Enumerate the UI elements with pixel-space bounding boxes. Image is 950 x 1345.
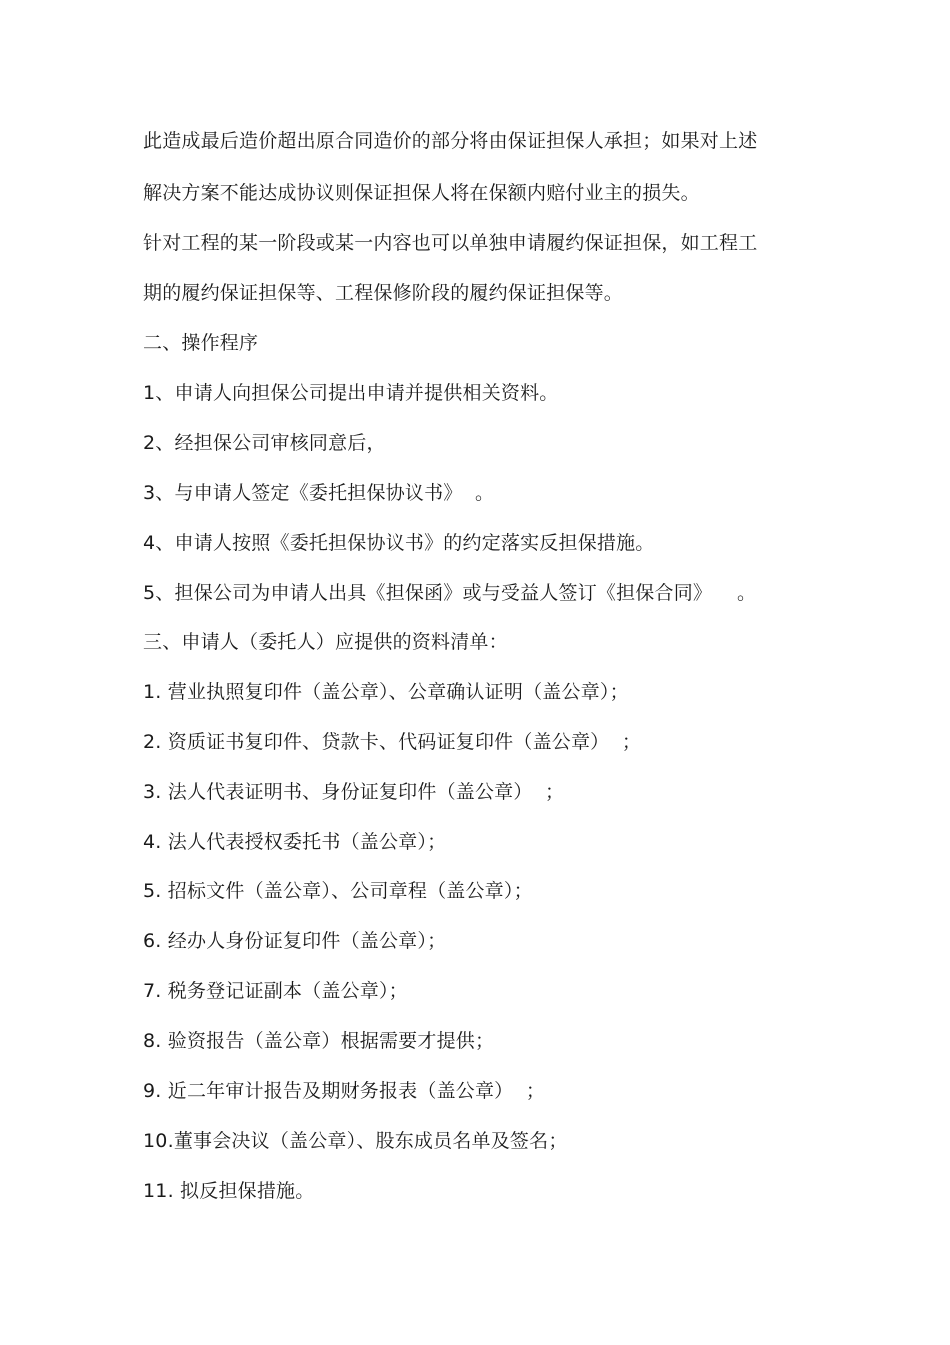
document-list-item: 8. 验资报告（盖公章）根据需要才提供； xyxy=(143,1030,495,1052)
document-list-item: 5. 招标文件（盖公章）、公司章程（盖公章）； xyxy=(143,880,533,902)
document-list-item: 10.董事会决议（盖公章）、股东成员名单及签名； xyxy=(143,1130,568,1152)
section-2-heading: 二、操作程序 xyxy=(143,332,259,354)
procedure-step: 1、申请人向担保公司提出申请并提供相关资料。 xyxy=(143,382,559,404)
document-list-item: 11. 拟反担保措施。 xyxy=(143,1180,315,1202)
document-list-item: 9. 近二年审计报告及期财务报表（盖公章） ； xyxy=(143,1080,546,1102)
document-list-item: 4. 法人代表授权委托书（盖公章）； xyxy=(143,831,447,853)
document-list-item: 2. 资质证书复印件、贷款卡、代码证复印件（盖公章） ； xyxy=(143,731,642,753)
document-list-item: 6. 经办人身份证复印件（盖公章）； xyxy=(143,930,447,952)
document-list-item: 3. 法人代表证明书、身份证复印件（盖公章） ； xyxy=(143,781,565,803)
document-list-item: 7. 税务登记证副本（盖公章）； xyxy=(143,980,408,1002)
paragraph-1-line-2: 解决方案不能达成协议则保证担保人将在保额内赔付业主的损失。 xyxy=(143,182,700,204)
procedure-step: 4、申请人按照《委托担保协议书》的约定落实反担保措施。 xyxy=(143,532,655,554)
paragraph-1-line-1: 此造成最后造价超出原合同造价的部分将由保证担保人承担；如果对上述 xyxy=(143,130,758,152)
procedure-step: 3、与申请人签定《委托担保协议书》 。 xyxy=(143,482,495,504)
paragraph-2-line-2: 期的履约保证担保等、工程保修阶段的履约保证担保等。 xyxy=(143,282,624,304)
document-list-item: 1. 营业执照复印件（盖公章）、公章确认证明（盖公章）； xyxy=(143,681,629,703)
procedure-step: 5、担保公司为申请人出具《担保函》或与受益人签订《担保合同》 。 xyxy=(143,582,757,604)
procedure-step: 2、经担保公司审核同意后， xyxy=(143,432,386,454)
paragraph-2-line-1: 针对工程的某一阶段或某一内容也可以单独申请履约保证担保，如工程工 xyxy=(143,232,758,254)
section-3-heading: 三、申请人（委托人）应提供的资料清单： xyxy=(143,631,508,653)
